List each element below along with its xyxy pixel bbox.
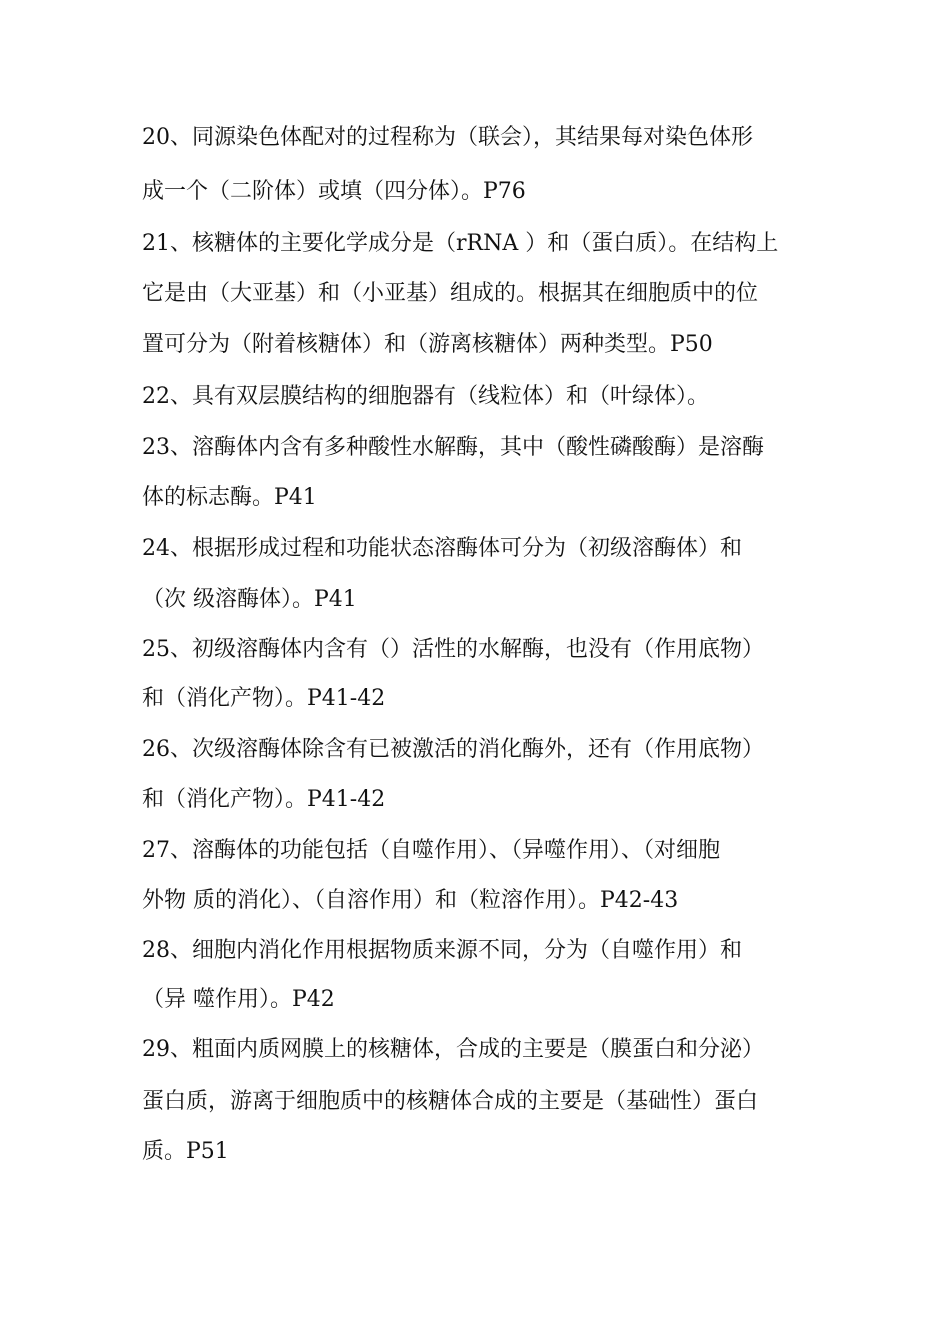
text-line: 21、核糖体的主要化学成分是（rRNA ）和（蛋白质）。在结构上 (142, 231, 779, 256)
text-line: 置可分为（附着核糖体）和（游离核糖体）两种类型。P50 (142, 332, 713, 357)
text-line: 28、细胞内消化作用根据物质来源不同，分为（自噬作用）和 (142, 938, 742, 963)
text-line: 蛋白质，游离于细胞质中的核糖体合成的主要是（基础性）蛋白 (142, 1089, 759, 1114)
text-line: 和（消化产物）。P41-42 (142, 787, 386, 812)
text-line: 20、同源染色体配对的过程称为（联会），其结果每对染色体形 (142, 125, 753, 150)
text-line: 成一个（二阶体）或填（四分体）。P76 (142, 179, 526, 204)
text-line: 体的标志酶。P41 (142, 485, 317, 510)
text-line: 24、根据形成过程和功能状态溶酶体可分为（初级溶酶体）和 (142, 536, 742, 561)
text-line: （异 噬作用）。P42 (142, 987, 335, 1012)
text-line: 25、初级溶酶体内含有（）活性的水解酶，也没有（作用底物） (142, 637, 764, 662)
text-line: 它是由（大亚基）和（小亚基）组成的。根据其在细胞质中的位 (142, 281, 759, 306)
text-line: 外物 质的消化）、（自溶作用）和（粒溶作用）。P42-43 (142, 888, 679, 913)
text-line: 22、具有双层膜结构的细胞器有（线粒体）和（叶绿体）。 (142, 384, 709, 409)
text-line: 和（消化产物）。P41-42 (142, 686, 386, 711)
text-line: （次 级溶酶体）。P41 (142, 587, 357, 612)
text-line: 27、溶酶体的功能包括（自噬作用）、（异噬作用）、（对细胞 (142, 838, 720, 863)
text-line: 23、溶酶体内含有多种酸性水解酶，其中（酸性磷酸酶）是溶酶 (142, 435, 764, 460)
text-line: 质。P51 (142, 1139, 229, 1164)
text-line: 29、粗面内质网膜上的核糖体，合成的主要是（膜蛋白和分泌） (142, 1037, 764, 1062)
text-line: 26、次级溶酶体除含有已被激活的消化酶外，还有（作用底物） (142, 737, 764, 762)
